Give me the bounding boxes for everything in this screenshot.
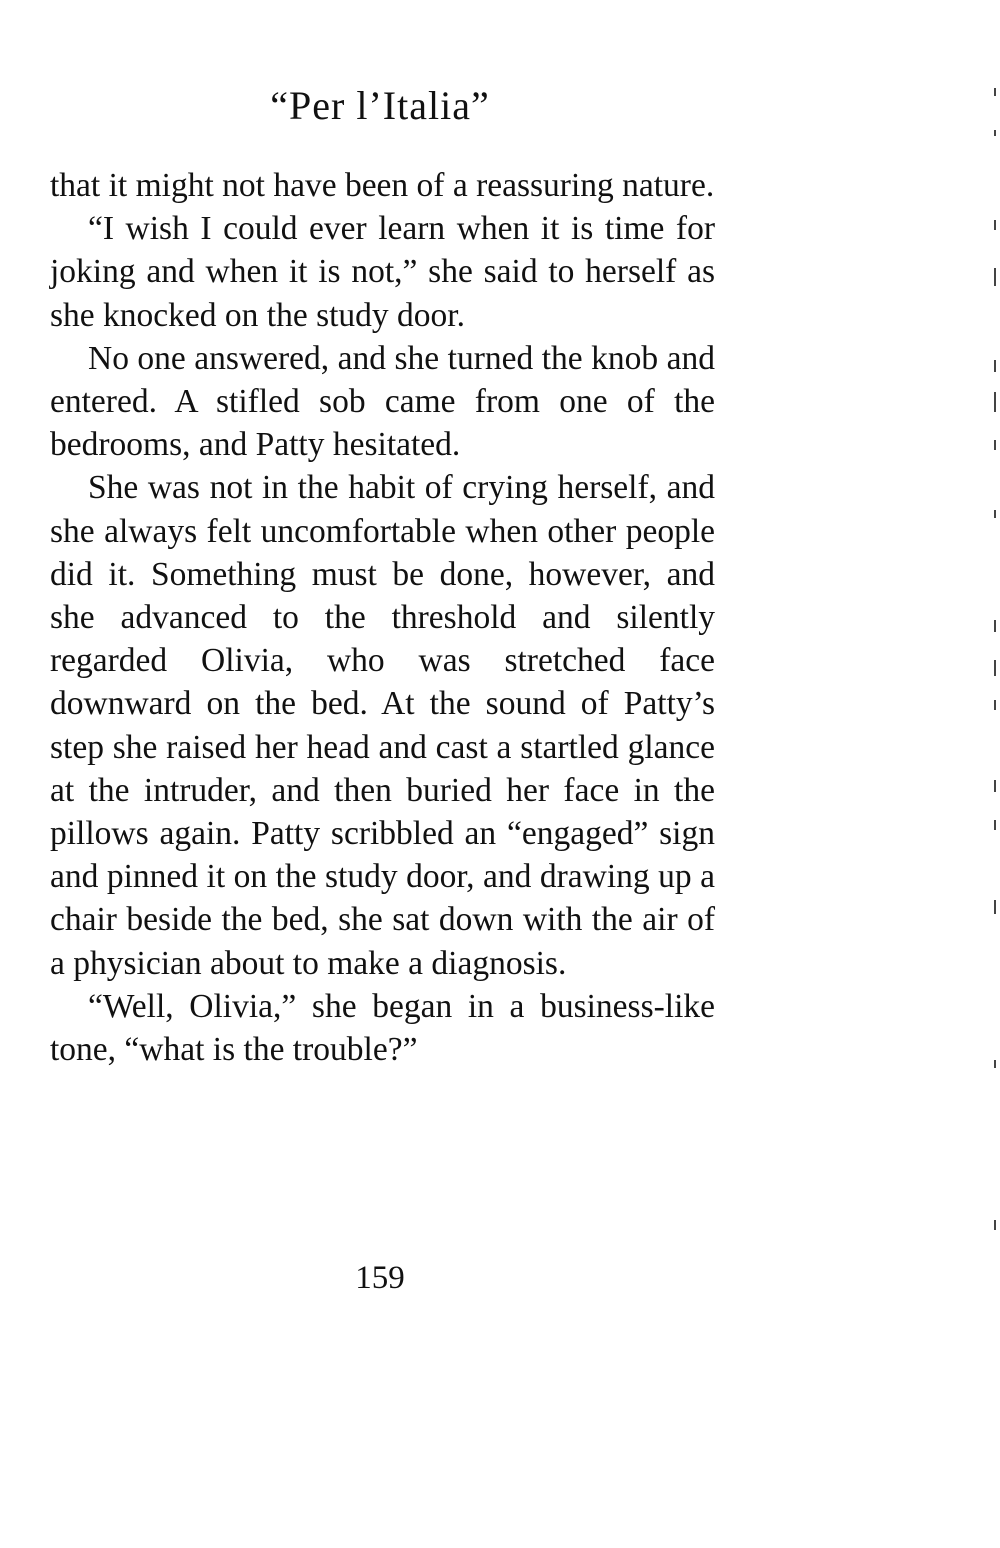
- scan-mark: [994, 660, 996, 676]
- scan-mark: [994, 88, 996, 96]
- scan-mark: [994, 220, 996, 230]
- scan-mark: [994, 1060, 996, 1068]
- scan-mark: [994, 392, 996, 412]
- scan-mark: [994, 130, 996, 136]
- paragraph: “Well, Olivia,” she began in a business-like tone, “what is the trouble?”: [50, 987, 715, 1069]
- paragraph: “I wish I could ever learn when it is time for joking and when it is not,” she said to herself as she knocked on the study door.: [50, 210, 715, 334]
- scan-mark: [994, 440, 996, 450]
- scan-mark: [994, 620, 996, 632]
- scan-mark: [994, 700, 996, 710]
- paragraph: No one answered, and she turned the knob and entered. A stifled sob came from one of the bedrooms, and Patty hesitated.: [50, 339, 715, 464]
- scan-edge-marks: [986, 0, 1000, 1548]
- running-head: “Per l’Italia”: [270, 83, 490, 128]
- scan-mark: [994, 268, 996, 286]
- scan-mark: [994, 510, 996, 518]
- scan-mark: [994, 360, 996, 372]
- scan-mark: [994, 900, 996, 914]
- paragraph: She was not in the habit of crying herself, and she always felt uncomfortable when other people did it. Something must be done, however, and she advanced to the threshold and silently regarded Olivia, who was stretched face downward on the bed. At the sound of Patty’s step she raised her head and cast a startled glance at the intruder, and then buried her face in the pillows again. Patty scribbled an “engaged” sign and pinned it on the study door, and drawing up a chair beside the bed, she sat down with the air of a physician about to make a diagnosis.: [50, 469, 715, 982]
- body-text: [50, 164, 715, 1071]
- page-number: 159: [355, 1260, 405, 1296]
- paragraph: that it might not have been of a reassuring nature.: [50, 167, 715, 204]
- scan-mark: [994, 1220, 996, 1230]
- scan-mark: [994, 820, 996, 830]
- scan-mark: [994, 780, 996, 792]
